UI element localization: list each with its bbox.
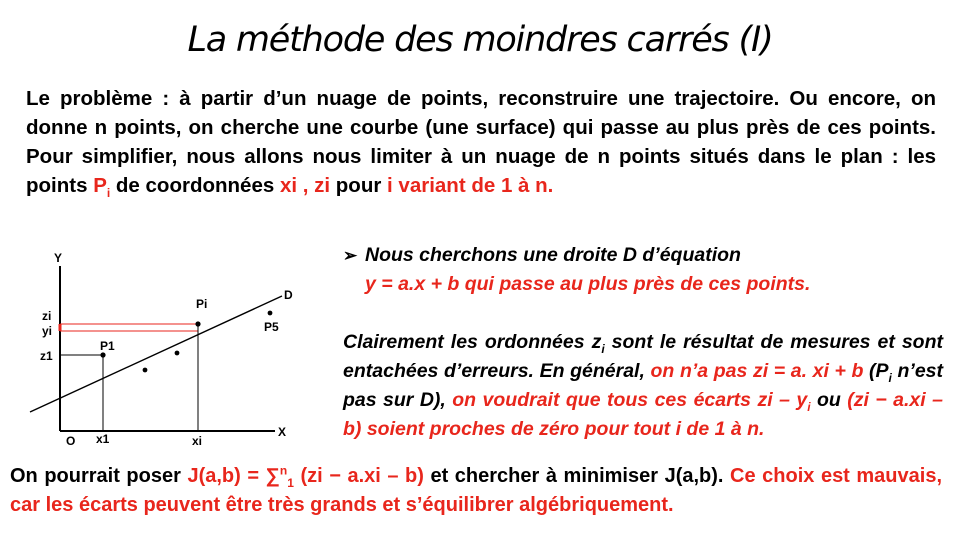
arrow-bullet-icon: ➢ xyxy=(343,246,358,265)
point-2 xyxy=(143,368,148,373)
label-origin: O xyxy=(66,434,76,448)
label-x-axis: X xyxy=(278,425,287,439)
label-x1: x1 xyxy=(96,432,110,446)
explanation-paragraph: Clairement les ordonnées $z_i$ sont le résultat de mesures et sont entachées d’erreurs. En général, on n’a pas zi = a. xi + b ($P_i$ n’est pas sur D), on voudrait que tous ces écarts zi – $y_i$ ou (zi − a.xi – b) soient proches de zéro pour tout i de 1 à n. xyxy=(343,331,944,440)
point-pi xyxy=(195,321,200,326)
cost-function: J(a,b) = ∑$^n_1$ (zi − a.xi – b) xyxy=(187,463,424,490)
line-equation: y = a.x + b qui passe au plus près de ces points. xyxy=(365,273,811,295)
regression-diagram xyxy=(20,246,320,451)
intro-range: i variant de 1 à n. xyxy=(387,174,554,197)
point-3 xyxy=(175,351,180,356)
label-yi: yi xyxy=(42,324,53,338)
label-p1: P1 xyxy=(100,339,115,353)
label-z1: z1 xyxy=(40,349,53,363)
label-zi: zi xyxy=(42,309,52,323)
intro-pour: pour xyxy=(330,174,388,197)
label-xi: xi xyxy=(192,434,203,448)
bullet-item xyxy=(343,241,943,270)
bullet-text: Nous cherchons une droite D d’équation xyxy=(365,244,741,266)
bottom-paragraph: On pourrait poser J(a,b) = ∑$^n_1$ (zi − a.xi – b) et chercher à minimiser J(a,b). Ce choix est mauvais, car les écarts peuvent être très grands et s’équilibrer algébriquement. xyxy=(10,463,943,516)
slide-title: La méthode des moindres carrés (I) xyxy=(187,20,773,60)
label-d: D xyxy=(284,288,293,302)
intro-lead: Le problème : à partir d’un nuage de points, reconstruire une trajectoire. Ou encore, on donne n points, on cherche une courbe (une surface) qui passe au plus près de ces points. Pour simplifier, nous allons nous limiter à un nuage de n points situés dans le plan : les points xyxy=(26,87,936,197)
bottom-warning: Ce choix est mauvais, car les écarts peuvent être très grands et s’équilibrer algébriquement. xyxy=(10,465,943,516)
red-statement-1: on n’a pas zi = a. xi + b xyxy=(650,360,864,382)
right-column xyxy=(343,241,943,444)
intro-p-letter: $P_i$ xyxy=(93,174,111,201)
point-p1 xyxy=(100,352,105,357)
intro-paragraph xyxy=(26,84,936,200)
label-p5: P5 xyxy=(264,320,279,334)
red-statement-3: (zi − a.xi – b) soient proches de zéro pour tout i de 1 à n. xyxy=(343,389,943,440)
label-y-axis: Y xyxy=(54,251,63,265)
intro-mid: de coordonnées xyxy=(110,174,280,197)
point-p5 xyxy=(268,311,273,316)
intro-coords: xi , zi xyxy=(279,174,331,197)
red-statement-2: on voudrait que tous ces écarts zi – $y_i$ xyxy=(452,389,811,414)
regression-line-d xyxy=(30,296,282,412)
label-pi: Pi xyxy=(196,297,208,311)
